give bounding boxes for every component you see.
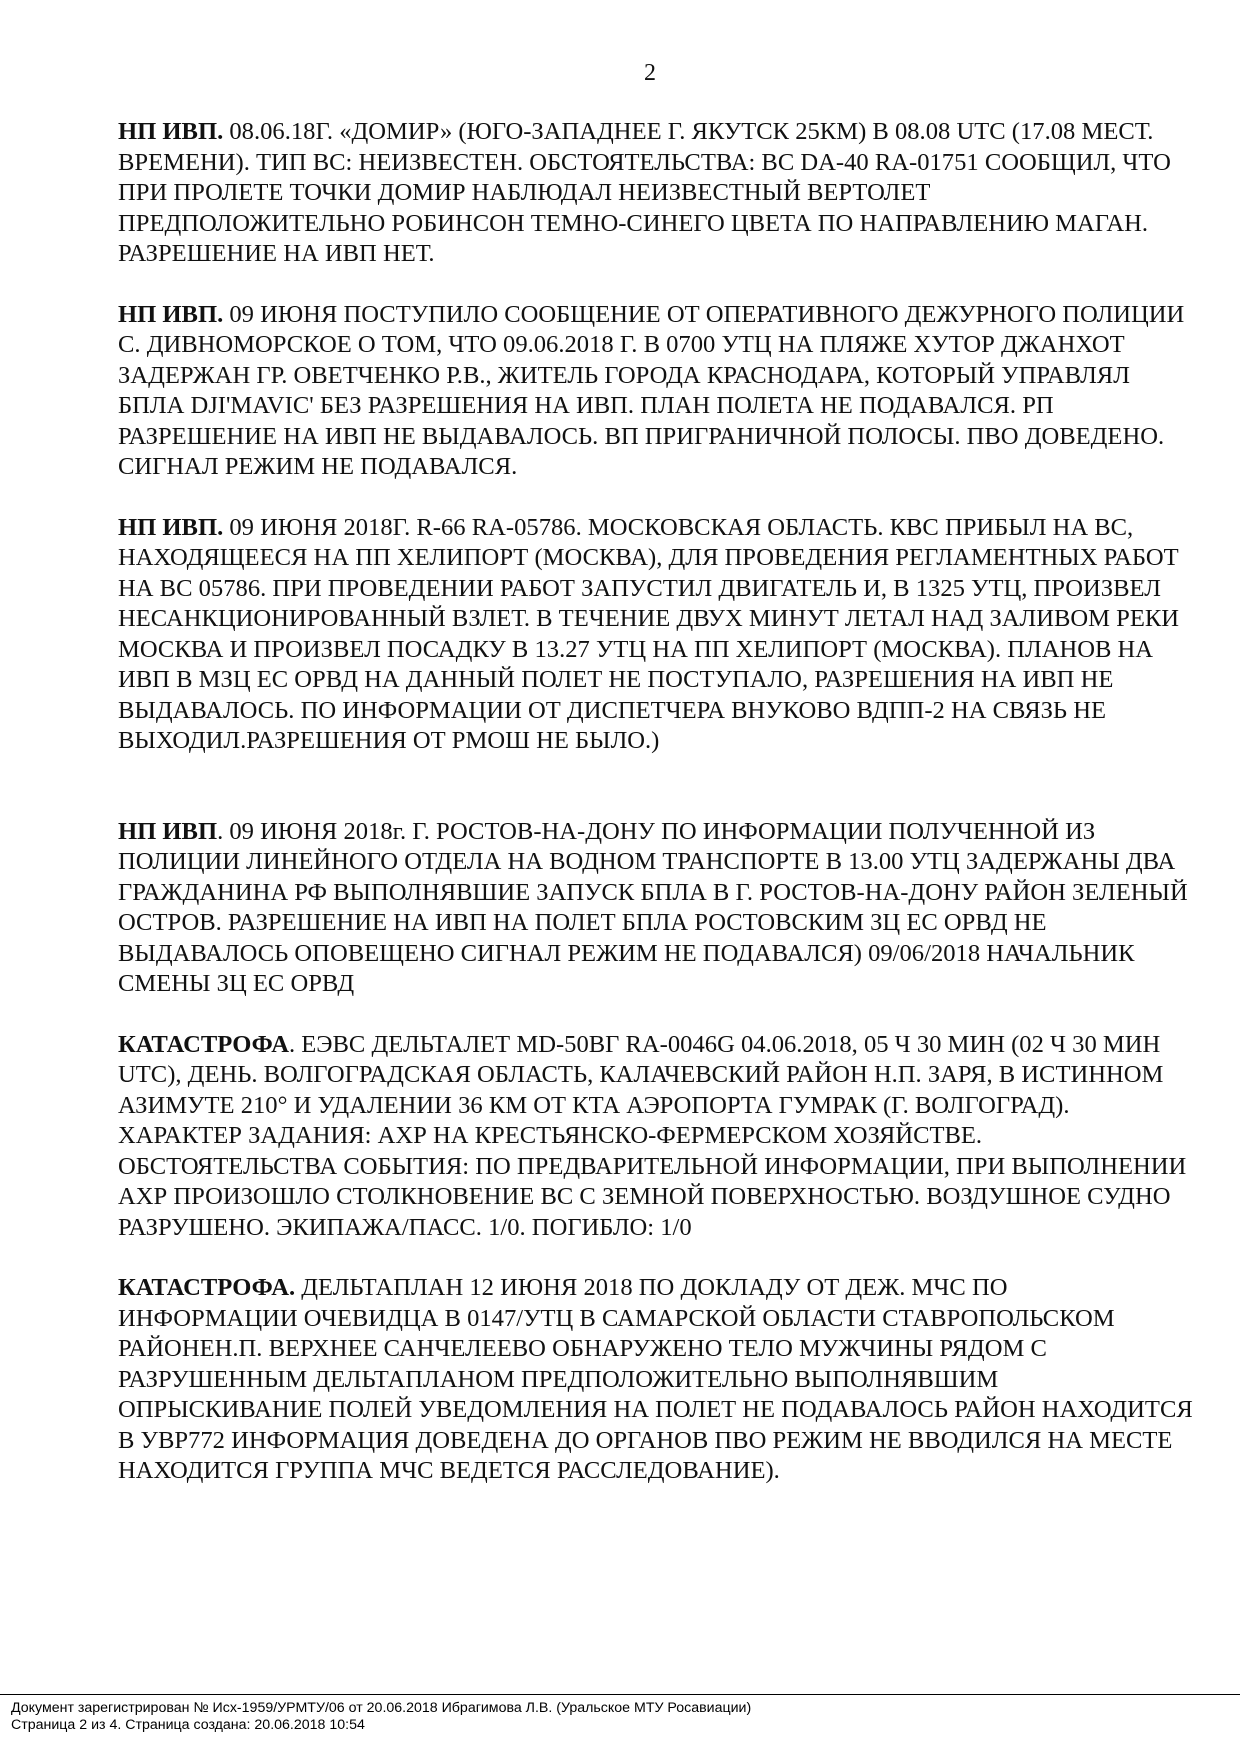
paragraph-label: КАТАСТРОФА: [118, 1030, 289, 1058]
report-paragraph: [118, 117, 1193, 270]
report-paragraph: [118, 1273, 1193, 1487]
footer-registration-line: Документ зарегистрирован № Исх-1959/УРМТУ/06 от 20.06.2018 Ибрагимова Л.В. (Уральское МТУ Росавиации): [11, 1700, 752, 1716]
paragraph-text: 09 ИЮНЯ 2018Г. R-66 RA-05786. МОСКОВСКАЯ ОБЛАСТЬ. КВС ПРИБЫЛ НА ВС, НАХОДЯЩЕЕСЯ НА ПП ХЕЛИПОРТ (МОСКВА), ДЛЯ ПРОВЕДЕНИЯ РЕГЛАМЕНТНЫХ РАБОТ НА ВС 05786. ПРИ ПРОВЕДЕНИИ РАБОТ ЗАПУСТИЛ ДВИГАТЕЛЬ И, В 1325 УТЦ, ПРОИЗВЕЛ НЕСАНКЦИОНИРОВАННЫЙ ВЗЛЕТ. В ТЕЧЕНИЕ ДВУХ МИНУТ ЛЕТАЛ НАД ЗАЛИВОМ РЕКИ МОСКВА И ПРОИЗВЕЛ ПОСАДКУ В 13.27 УТЦ НА ПП ХЕЛИПОРТ (МОСКВА). ПЛАНОВ НА ИВП В МЗЦ ЕС ОРВД НА ДАННЫЙ ПОЛЕТ НЕ ПОСТУПАЛО, РАЗРЕШЕНИЯ НА ИВП НЕ ВЫДАВАЛОСЬ. ПО ИНФОРМАЦИИ ОТ ДИСПЕТЧЕРА ВНУКОВО ВДПП-2 НА СВЯЗЬ НЕ ВЫХОДИЛ.РАЗРЕШЕНИЯ ОТ РМОШ НЕ БЫЛО.): [118, 513, 1180, 754]
paragraph-text: . ЕЭВС ДЕЛЬТАЛЕТ MD-50ВГ RA-0046G 04.06.2018, 05 Ч 30 МИН (02 Ч 30 МИН UTC), ДЕНЬ. ВОЛГОГРАДСКАЯ ОБЛАСТЬ, КАЛАЧЕВСКИЙ РАЙОН Н.П. ЗАРЯ, В ИСТИННОМ АЗИМУТЕ 210° И УДАЛЕНИИ 36 КМ ОТ КТА АЭРОПОРТА ГУМРАК (Г. ВОЛГОГРАД). ХАРАКТЕР ЗАДАНИЯ: АХР НА КРЕСТЬЯНСКО-ФЕРМЕРСКОМ ХОЗЯЙСТВЕ.: [118, 1030, 1164, 1149]
paragraph-label: НП ИВП: [118, 817, 218, 845]
paragraph-label: НП ИВП.: [118, 513, 224, 541]
paragraph-text: 09 ИЮНЯ ПОСТУПИЛО СООБЩЕНИЕ ОТ ОПЕРАТИВНОГО ДЕЖУРНОГО ПОЛИЦИИ С. ДИВНОМОРСКОЕ О ТОМ, ЧТО 09.06.2018 Г. В 0700 УТЦ НА ПЛЯЖЕ ХУТОР ДЖАНХОТ ЗАДЕРЖАН ГР. ОВЕТЧЕНКО Р.В., ЖИТЕЛЬ ГОРОДА КРАСНОДАРА, КОТОРЫЙ УПРАВЛЯЛ БПЛА DJI'MAVIC' БЕЗ РАЗРЕШЕНИЯ НА ИВП. ПЛАН ПОЛЕТА НЕ ПОДАВАЛСЯ. РП РАЗРЕШЕНИЕ НА ИВП НЕ ВЫДАВАЛОСЬ. ВП ПРИГРАНИЧНОЙ ПОЛОСЫ. ПВО ДОВЕДЕНО. СИГНАЛ РЕЖИМ НЕ ПОДАВАЛСЯ.: [118, 300, 1185, 480]
report-paragraph: [118, 513, 1193, 757]
report-paragraph: [118, 817, 1193, 1000]
paragraph-text: . 09 ИЮНЯ 2018г. Г. РОСТОВ-НА-ДОНУ ПО ИНФОРМАЦИИ ПОЛУЧЕННОЙ ИЗ ПОЛИЦИИ ЛИНЕЙНОГО ОТДЕЛА НА ВОДНОМ ТРАНСПОРТЕ В 13.00 УТЦ ЗАДЕРЖАНЫ ДВА ГРАЖДАНИНА РФ ВЫПОЛНЯВШИЕ ЗАПУСК БПЛА В Г. РОСТОВ-НА-ДОНУ РАЙОН ЗЕЛЕНЫЙ ОСТРОВ. РАЗРЕШЕНИЕ НА ИВП НА ПОЛЕТ БПЛА РОСТОВСКИМ ЗЦ ЕС ОРВД НЕ ВЫДАВАЛОСЬ ОПОВЕЩЕНО СИГНАЛ РЕЖИМ НЕ ПОДАВАЛСЯ) 09/06/2018 НАЧАЛЬНИК СМЕНЫ ЗЦ ЕС ОРВД: [118, 817, 1188, 997]
document-body: [118, 117, 1193, 1487]
paragraph-label: НП ИВП.: [118, 118, 224, 145]
paragraph-text: ОБСТОЯТЕЛЬСТВА СОБЫТИЯ: ПО ПРЕДВАРИТЕЛЬНОЙ ИНФОРМАЦИИ, ПРИ ВЫПОЛНЕНИИ АХР ПРОИЗОШЛО СТОЛКНОВЕНИЕ ВС С ЗЕМНОЙ ПОВЕРХНОСТЬЮ. ВОЗДУШНОЕ СУДНО РАЗРУШЕНО. ЭКИПАЖА/ПАСС. 1/0. ПОГИБЛО: 1/0: [118, 1152, 1187, 1241]
report-paragraph: [118, 1152, 1193, 1244]
footer-divider: [0, 1694, 1240, 1695]
footer-page-info-line: Страница 2 из 4. Страница создана: 20.06.2018 10:54: [11, 1717, 365, 1733]
paragraph-label: КАТАСТРОФА.: [118, 1274, 296, 1301]
page-number: 2: [644, 60, 656, 86]
paragraph-label: НП ИВП.: [118, 300, 224, 328]
paragraph-text: ДЕЛЬТАПЛАН 12 ИЮНЯ 2018 ПО ДОКЛАДУ ОТ ДЕЖ. МЧС ПО ИНФОРМАЦИИ ОЧЕВИДЦА В 0147/УТЦ В САМАРСКОЙ ОБЛАСТИ СТАВРОПОЛЬСКОМ РАЙОНЕН.П. ВЕРХНЕЕ САНЧЕЛЕЕВО ОБНАРУЖЕНО ТЕЛО МУЖЧИНЫ РЯДОМ С РАЗРУШЕННЫМ ДЕЛЬТАПЛАНОМ ПРЕДПОЛОЖИТЕЛЬНО ВЫПОЛНЯВШИМ ОПРЫСКИВАНИЕ ПОЛЕЙ УВЕДОМЛЕНИЯ НА ПОЛЕТ НЕ ПОДАВАЛОСЬ РАЙОН НАХОДИТСЯ В УВР772 ИНФОРМАЦИЯ ДОВЕДЕНА ДО ОРГАНОВ ПВО РЕЖИМ НЕ ВВОДИЛСЯ НА МЕСТЕ НАХОДИТСЯ ГРУППА МЧС ВЕДЕТСЯ РАССЛЕДОВАНИЕ).: [118, 1274, 1193, 1484]
paragraph-text: 08.06.18Г. «ДОМИР» (ЮГО-ЗАПАДНЕЕ Г. ЯКУТСК 25КМ) В 08.08 UTC (17.08 МЕСТ. ВРЕМЕНИ). ТИП ВС: НЕИЗВЕСТЕН. ОБСТОЯТЕЛЬСТВА: ВС DA-40 RA-01751 СООБЩИЛ, ЧТО ПРИ ПРОЛЕТЕ ТОЧКИ ДОМИР НАБЛЮДАЛ НЕИЗВЕСТНЫЙ ВЕРТОЛЕТ ПРЕДПОЛОЖИТЕЛЬНО РОБИНСОН ТЕМНО-СИНЕГО ЦВЕТА ПО НАПРАВЛЕНИЮ МАГАН. РАЗРЕШЕНИЕ НА ИВП НЕТ.: [118, 118, 1171, 267]
report-paragraph: [118, 300, 1193, 483]
registration-footer: [11, 1700, 751, 1734]
report-paragraph: [118, 1030, 1193, 1152]
